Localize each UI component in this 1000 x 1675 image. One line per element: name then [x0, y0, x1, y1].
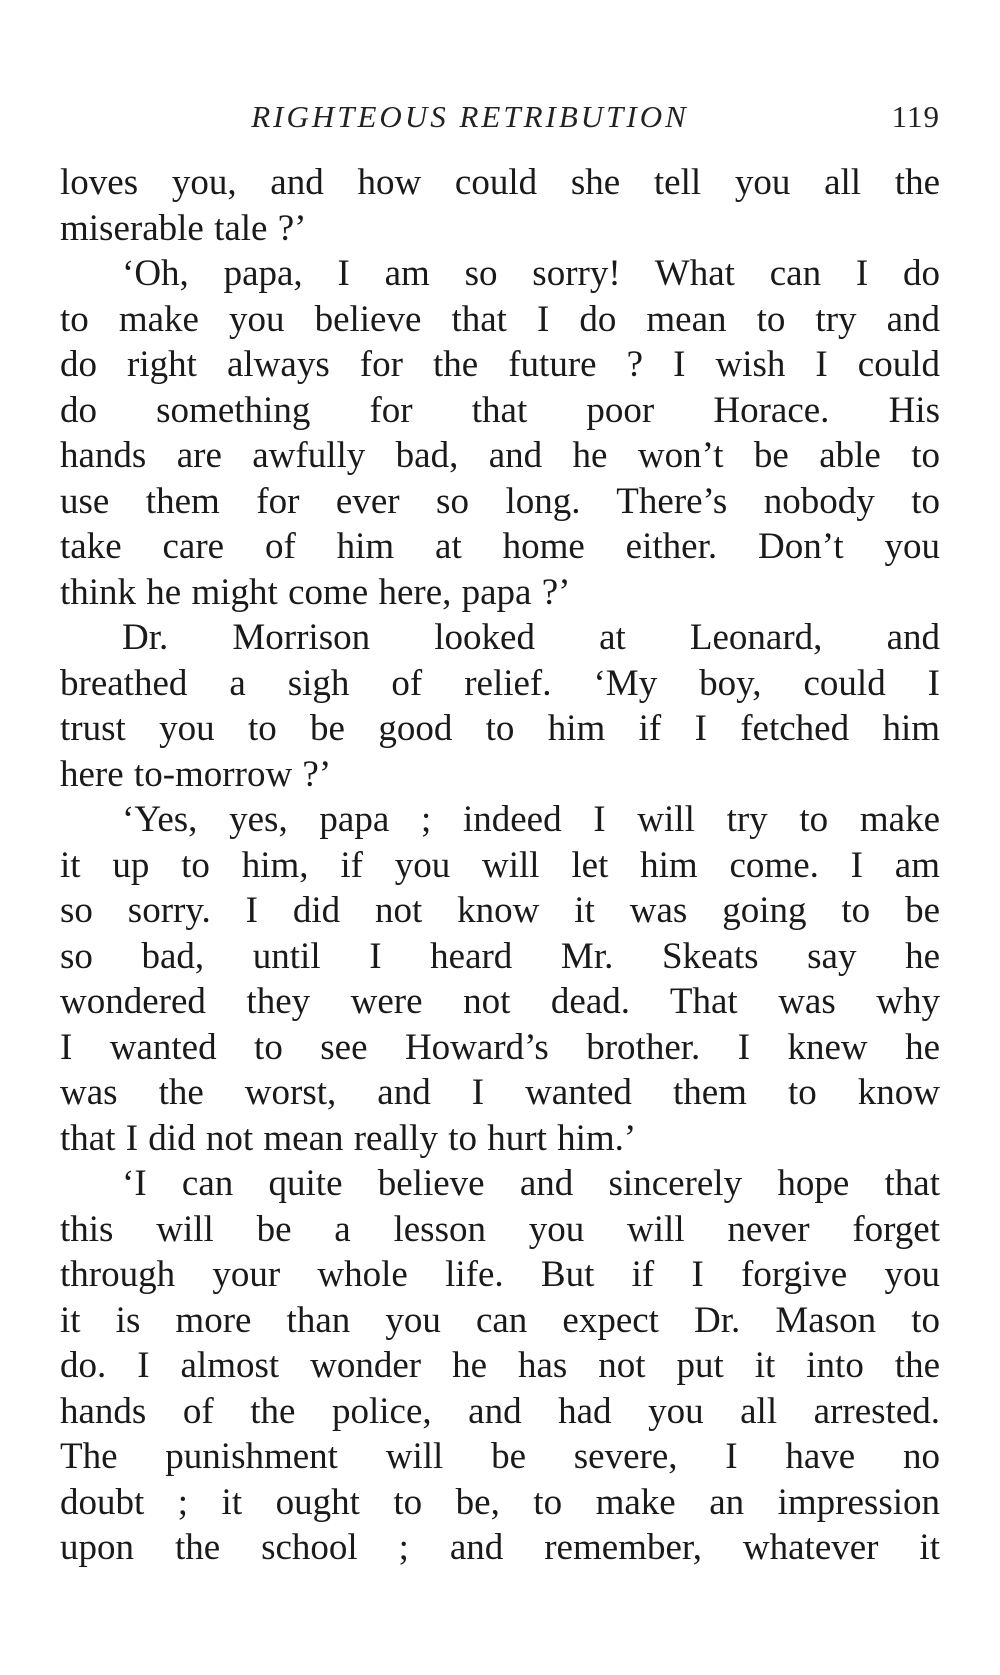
running-title: RIGHTEOUS RETRIBUTION — [251, 99, 689, 134]
text-line: do right always for the future ? I wish I could — [60, 344, 940, 385]
text-line: hands of the police, and had you all arrested. — [60, 1390, 940, 1432]
text-line: take care of him at home either. Don’t you — [60, 526, 940, 567]
text-line: use them for ever so long. There’s nobody to — [60, 480, 940, 522]
text-line: The punishment will be severe, I have no — [60, 1436, 940, 1477]
text-line: doubt ; it ought to be, to make an impression — [60, 1481, 940, 1523]
text-line: trust you to be good to him if I fetched him — [60, 708, 940, 749]
text-line: so bad, until I heard Mr. Skeats say he — [60, 935, 940, 977]
text-line: wondered they were not dead. That was why — [60, 981, 940, 1022]
running-head — [60, 92, 940, 142]
text-line: was the worst, and I wanted them to know — [60, 1072, 940, 1113]
text-line: it is more than you can expect Dr. Mason to — [60, 1299, 940, 1341]
text-line: ‘Oh, papa, I am so sorry! What can I do — [122, 253, 940, 294]
text-line: upon the school ; and remember, whatever it — [60, 1527, 940, 1568]
text-line: think he might come here, papa ?’ — [60, 571, 571, 613]
text-line: that I did not mean really to hurt him.’ — [60, 1117, 637, 1159]
text-line: ‘I can quite believe and sincerely hope that — [122, 1163, 940, 1204]
body-text — [60, 160, 940, 1571]
text-line: breathed a sigh of relief. ‘My boy, could I — [60, 662, 940, 704]
text-line: do something for that poor Horace. His — [60, 389, 940, 431]
text-line: this will be a lesson you will never forget — [60, 1208, 940, 1250]
text-line: ‘Yes, yes, papa ; indeed I will try to make — [122, 799, 940, 840]
text-line: hands are awfully bad, and he won’t be able to — [60, 435, 940, 476]
text-line: I wanted to see Howard’s brother. I knew he — [60, 1026, 940, 1068]
text-line: here to-morrow ?’ — [60, 753, 332, 795]
text-line: miserable tale ?’ — [60, 207, 307, 249]
text-line: Dr. Morrison looked at Leonard, and — [122, 617, 940, 658]
text-line: it up to him, if you will let him come. I am — [60, 844, 940, 886]
text-line: do. I almost wonder he has not put it into the — [60, 1345, 940, 1386]
text-line: through your whole life. But if I forgive you — [60, 1254, 940, 1295]
text-line: so sorry. I did not know it was going to be — [60, 890, 940, 931]
text-line: loves you, and how could she tell you all the — [60, 162, 940, 203]
text-line: to make you believe that I do mean to try and — [60, 298, 940, 340]
page-number: 119 — [891, 99, 940, 134]
